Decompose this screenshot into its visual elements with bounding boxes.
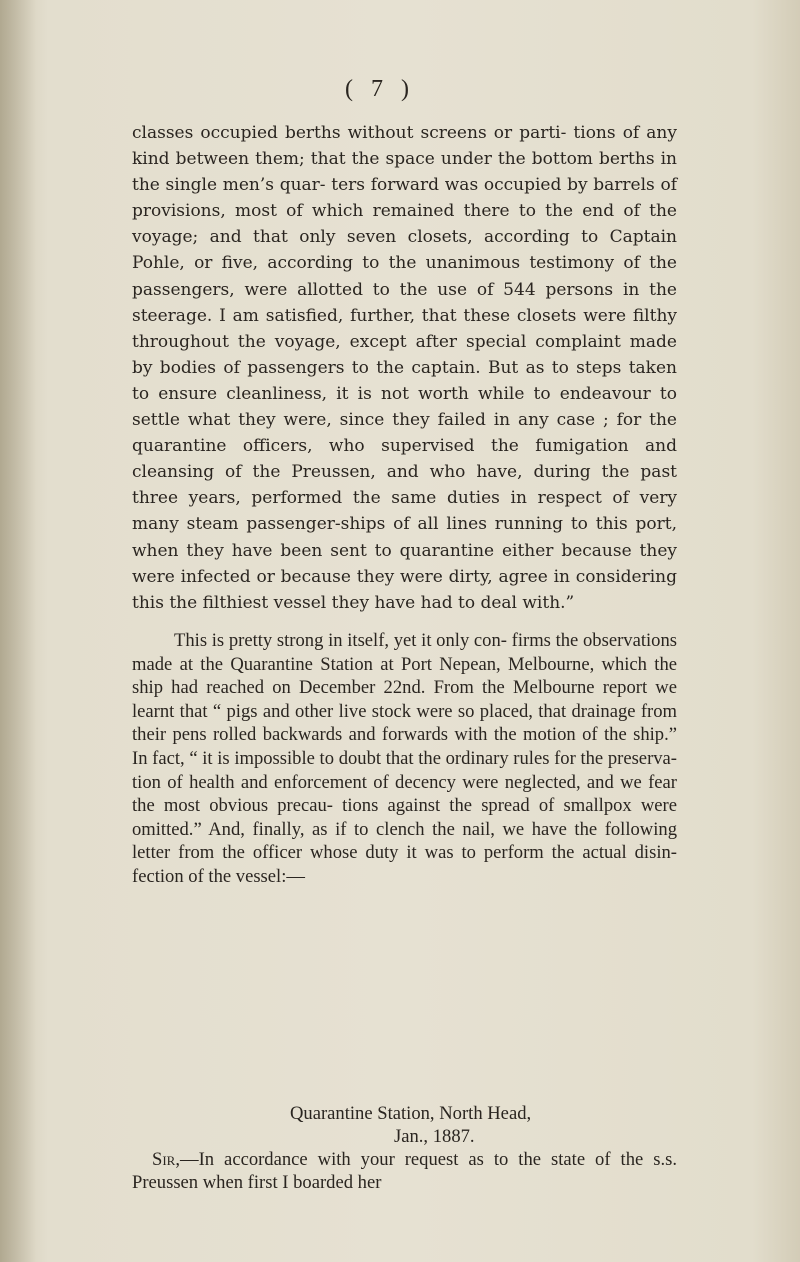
- binding-shadow: [0, 0, 36, 1262]
- paragraph-quarantine-report: classes occupied berths without screens or parti- tions of any kind between them; that the space under the bottom berths in the single men’s quar- ters forward was occupied by barrels of provisions, most of which remained there to the end of the voyage; and that only seven closets, according to Captain Pohle, or five, according to the unanimous testimony of the passengers, were allotted to the use of 544 persons in the steerage. I am satisfied, further, that these closets were filthy throughout the voyage, except after special complaint made by bodies of passengers to the captain. But as to steps taken to ensure cleanliness, it is not worth while to endeavour to settle what they were, since they failed in any case ; for the quarantine officers, who supervised the fumigation and cleansing of the Preussen, and who have, during the past three years, performed the same duties in respect of very many steam passenger-ships of all lines running to this port, when they have been sent to quarantine either because they were infected or because they were dirty, agree in considering this the filthiest vessel they have had to deal with.”: [132, 123, 677, 613]
- letter-date: Jan., 1887.: [394, 1126, 475, 1147]
- paragraph-melbourne-observations: This is pretty strong in itself, yet it only con- firms the observations made at the Quarantine Station at Port Nepean, Melbourne, which the ship had reached on December 22nd. From the Melbourne report we learnt that “ pigs and other live stock were so placed, that drainage from their pens rolled backwards and forwards with the motion of the ship.” In fact, “ it is impossible to doubt that the ordinary rules for the preserva- tion of health and enforcement of decency were neglected, and we fear the most obvious precau- tions against the spread of smallpox were omitted.” And, finally, as if to clench the nail, we have the following letter from the officer whose duty it was to perform the actual disin- fection of the vessel:—: [132, 630, 677, 887]
- letter-salutation: Sir,: [152, 1149, 180, 1170]
- page-number: ( 7 ): [345, 76, 415, 102]
- letter-text: —In accordance with your request as to the state of the s.s. Preussen when first I boarded her: [132, 1149, 677, 1193]
- letter-place: Quarantine Station, North Head,: [290, 1103, 532, 1124]
- letter-heading: [132, 1102, 677, 1148]
- letter-body: [132, 1148, 677, 1194]
